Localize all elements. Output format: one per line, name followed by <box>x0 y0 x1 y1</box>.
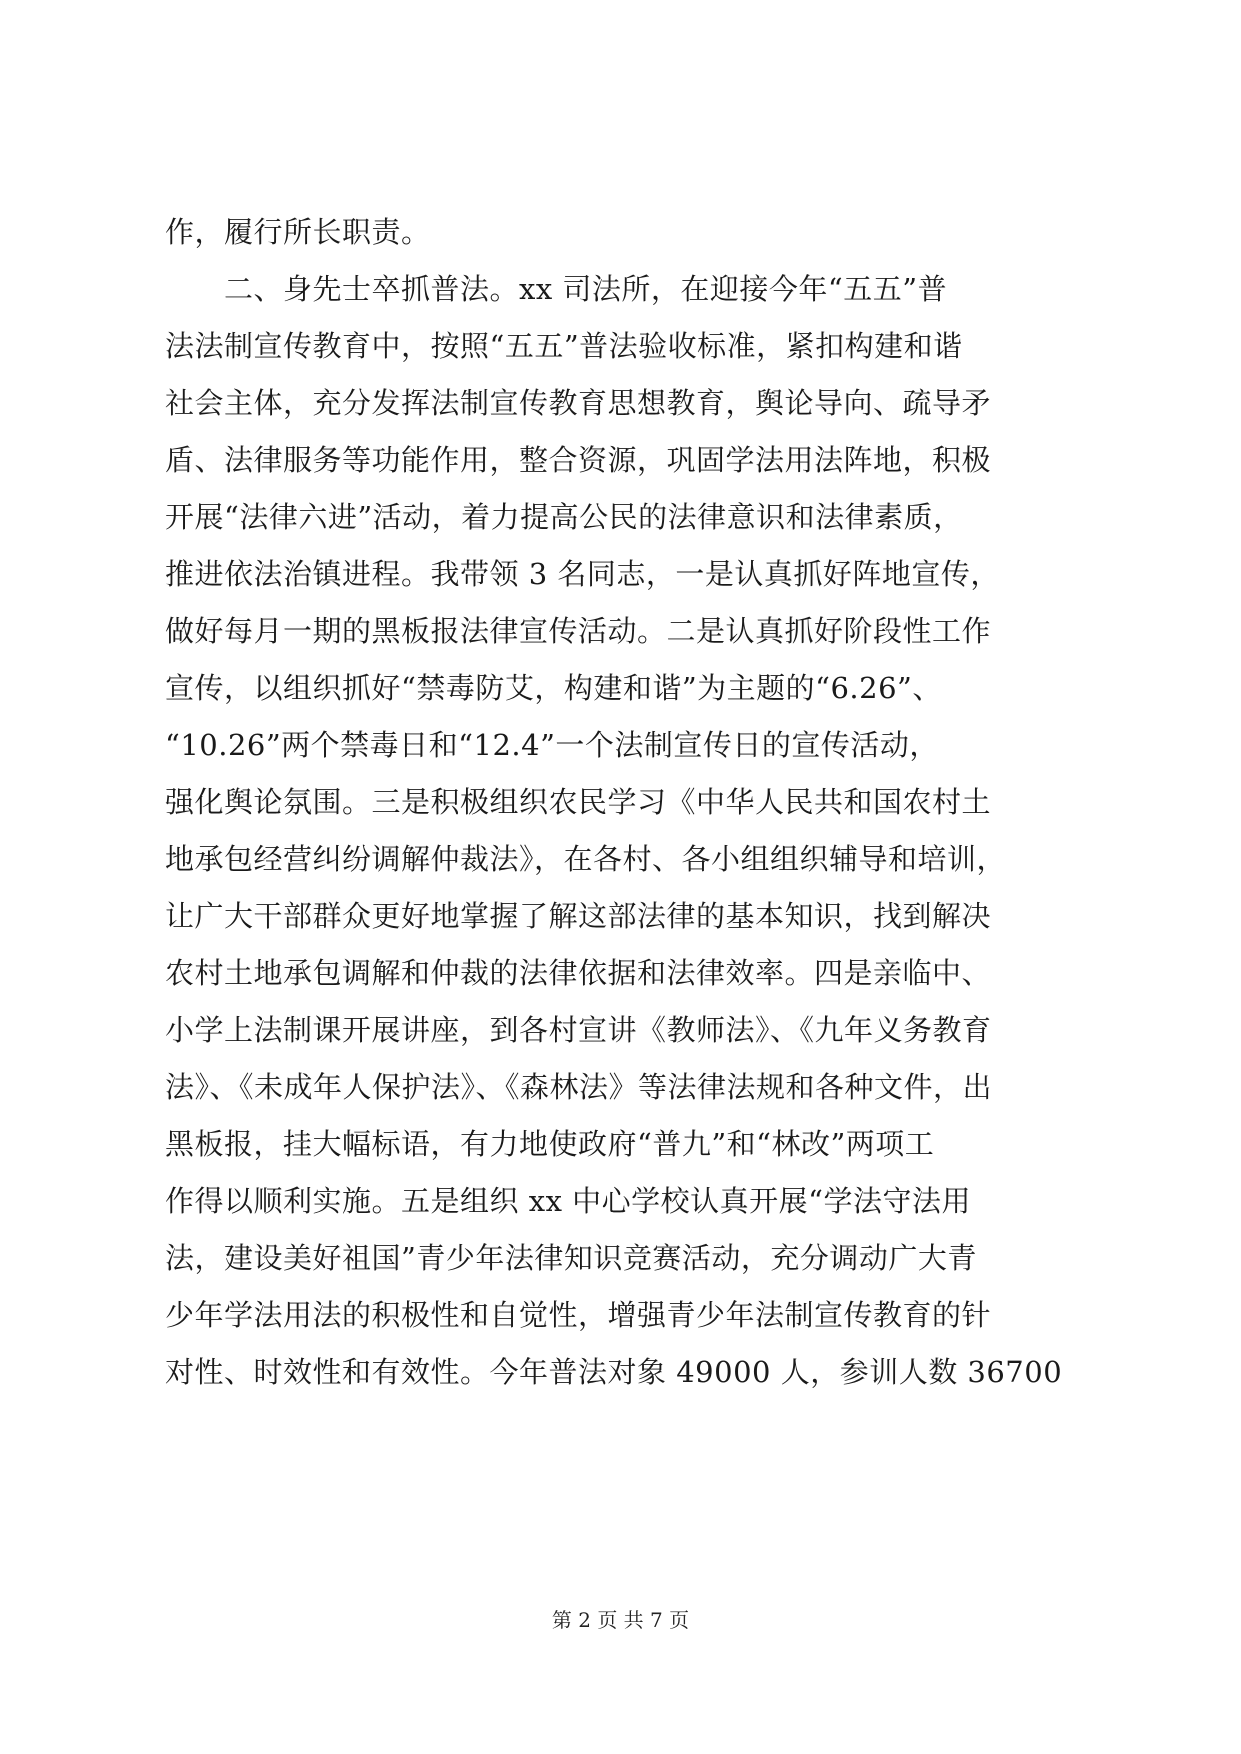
body-line-19: 法，建设美好祖国”青少年法律知识竞赛活动，充分调动广大青 <box>165 1241 977 1275</box>
body-line-20: 少年学法用法的积极性和自觉性，增强青少年法制宣传教育的针 <box>165 1298 992 1332</box>
body-line-13: 让广大干部群众更好地掌握了解这部法律的基本知识，找到解决 <box>165 899 992 933</box>
body-line-17: 黑板报，挂大幅标语，有力地使政府“普九”和“林改”两项工 <box>165 1127 935 1161</box>
body-line-3: 法法制宣传教育中，按照“五五”普法验收标准，紧扣构建和谐 <box>165 329 963 363</box>
body-line-15: 小学上法制课开展讲座，到各村宣讲《教师法》、《九年义务教育 <box>165 1013 992 1047</box>
body-line-12: 地承包经营纠纷调解仲裁法》，在各村、各小组组织辅导和培训， <box>165 842 1007 876</box>
body-line-18: 作得以顺利实施。五是组织 xx 中心学校认真开展“学法守法用 <box>165 1184 971 1218</box>
body-line-7: 推进依法治镇进程。我带领 3 名同志，一是认真抓好阵地宣传， <box>165 557 1000 591</box>
body-line-6: 开展“法律六进”活动，着力提高公民的法律意识和法律素质， <box>165 500 963 534</box>
body-line-4: 社会主体，充分发挥法制宣传教育思想教育，舆论导向、疏导矛 <box>165 386 992 420</box>
body-line-14: 农村土地承包调解和仲裁的法律依据和法律效率。四是亲临中、 <box>165 956 992 990</box>
body-line-11: 强化舆论氛围。三是积极组织农民学习《中华人民共和国农村土 <box>165 785 992 819</box>
body-line-10: “10.26”两个禁毒日和“12.4”一个法制宣传日的宣传活动， <box>165 728 939 762</box>
body-line-1: 作，履行所长职责。 <box>165 215 431 249</box>
body-line-9: 宣传，以组织抓好“禁毒防艾，构建和谐”为主题的“6.26”、 <box>165 671 942 705</box>
body-line-2: 二、身先士卒抓普法。xx 司法所，在迎接今年“五五”普 <box>224 272 948 306</box>
body-line-8: 做好每月一期的黑板报法律宣传活动。二是认真抓好阶段性工作 <box>165 614 992 648</box>
body-line-21: 对性、时效性和有效性。今年普法对象 49000 人，参训人数 36700 <box>165 1355 1063 1389</box>
body-line-5: 盾、法律服务等功能作用，整合资源，巩固学法用法阵地，积极 <box>165 443 992 477</box>
page-number-footer: 第 2 页 共 7 页 <box>551 1608 690 1632</box>
body-line-16: 法》、《未成年人保护法》、《森林法》等法律法规和各种文件，出 <box>165 1070 993 1104</box>
